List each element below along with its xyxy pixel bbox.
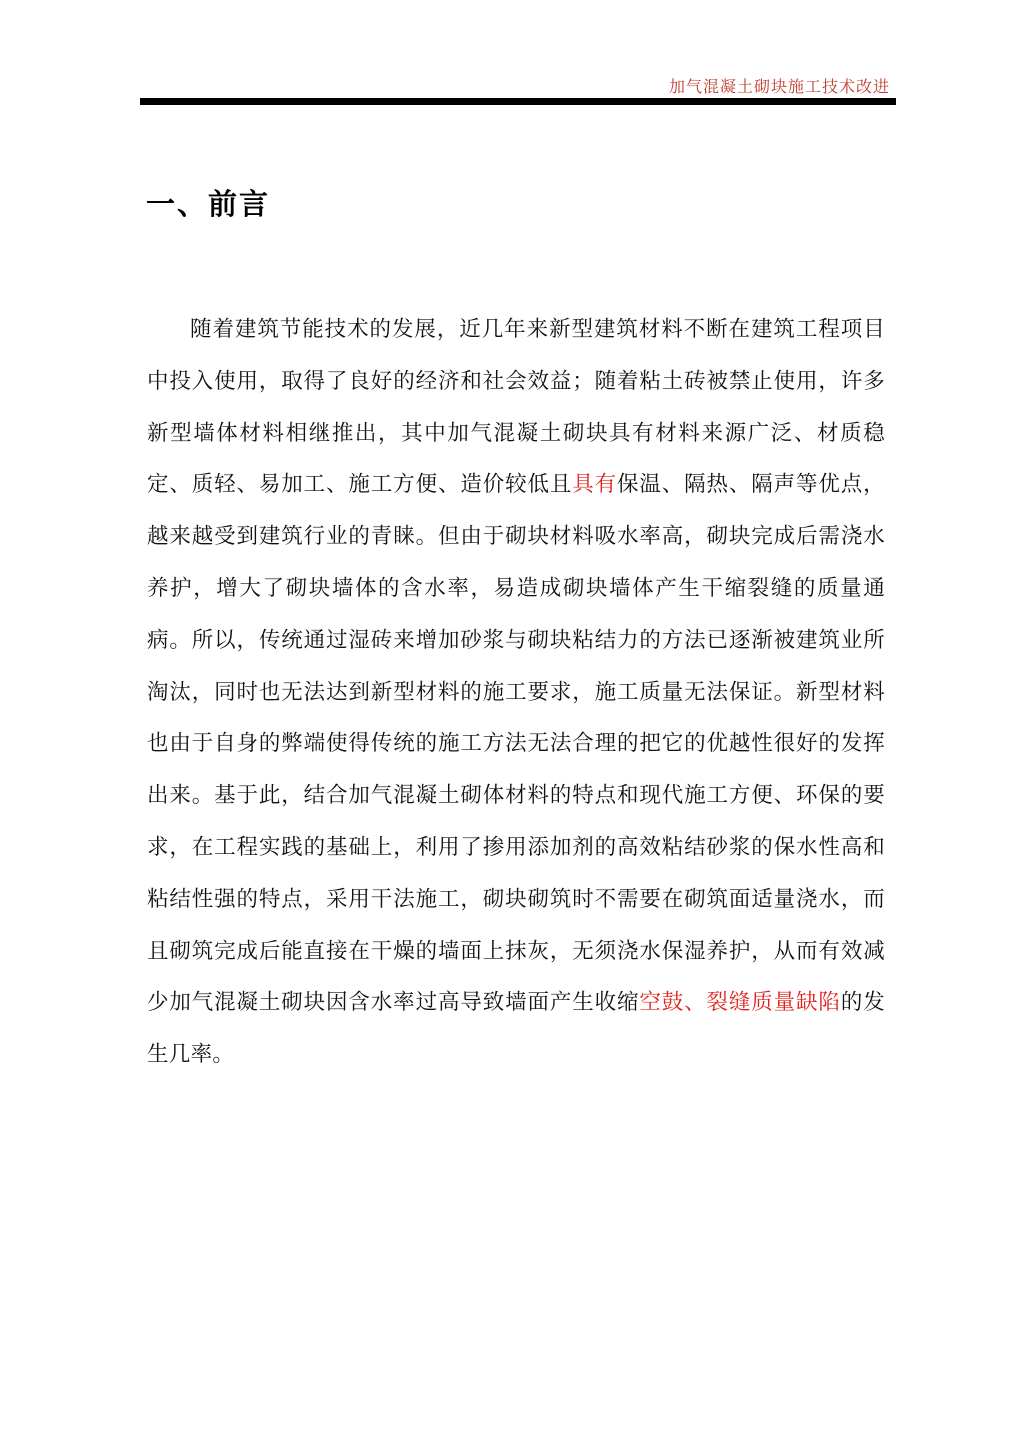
running-header-title: 加气混凝土砌块施工技术改进	[668, 77, 890, 96]
paragraph-text-2: 保温、隔热、隔声等优点，越来越受到建筑行业的青睐。但由于砌块材料吸水率高，砌块完成后需浇水养护，增大了砌块墙体的含水率，易造成砌块墙体产生干缩裂缝的质量通病。所以，传统通过湿砖来增加砂浆与砌块粘结力的方法已逐渐被建筑业所淘汰，同时也无法达到新型材料的施工要求，施工质量无法保证。新型材料也由于自身的弊端使得传统的施工方法无法合理的把它的优越性很好的发挥出来。基于此，结合加气混凝土砌体材料的特点和现代施工方便、环保的要求，在工程实践的基础上，利用了掺用添加剂的高效粘结砂浆的保水性高和粘结性强的特点，采用干法施工，砌块砌筑时不需要在砌筑面适量浇水，而且砌筑完成后能直接在干燥的墙面上抹灰，无须浇水保湿养护，从而有效减少加气混凝土砌块因含水率过高导致墙面产生收缩	[147, 472, 885, 1016]
paragraph-text-1: 随着建筑节能技术的发展，近几年来新型建筑材料不断在建筑工程项目中投入使用，取得了良好的经济和社会效益；随着粘土砖被禁止使用，许多新型墙体材料相继推出，其中加气混凝土砌块具有材料来源广泛、材质稳定、质轻、易加工、施工方便、造价较低且	[147, 317, 885, 498]
section-heading: 一、前言	[146, 187, 271, 221]
highlighted-text-2: 空鼓、裂缝质量缺陷	[639, 990, 841, 1016]
body-paragraph	[147, 304, 885, 1081]
highlighted-text-1: 具有	[572, 472, 617, 498]
header-divider	[140, 98, 896, 105]
paragraph-text-3: 的发生几率。	[147, 990, 885, 1068]
